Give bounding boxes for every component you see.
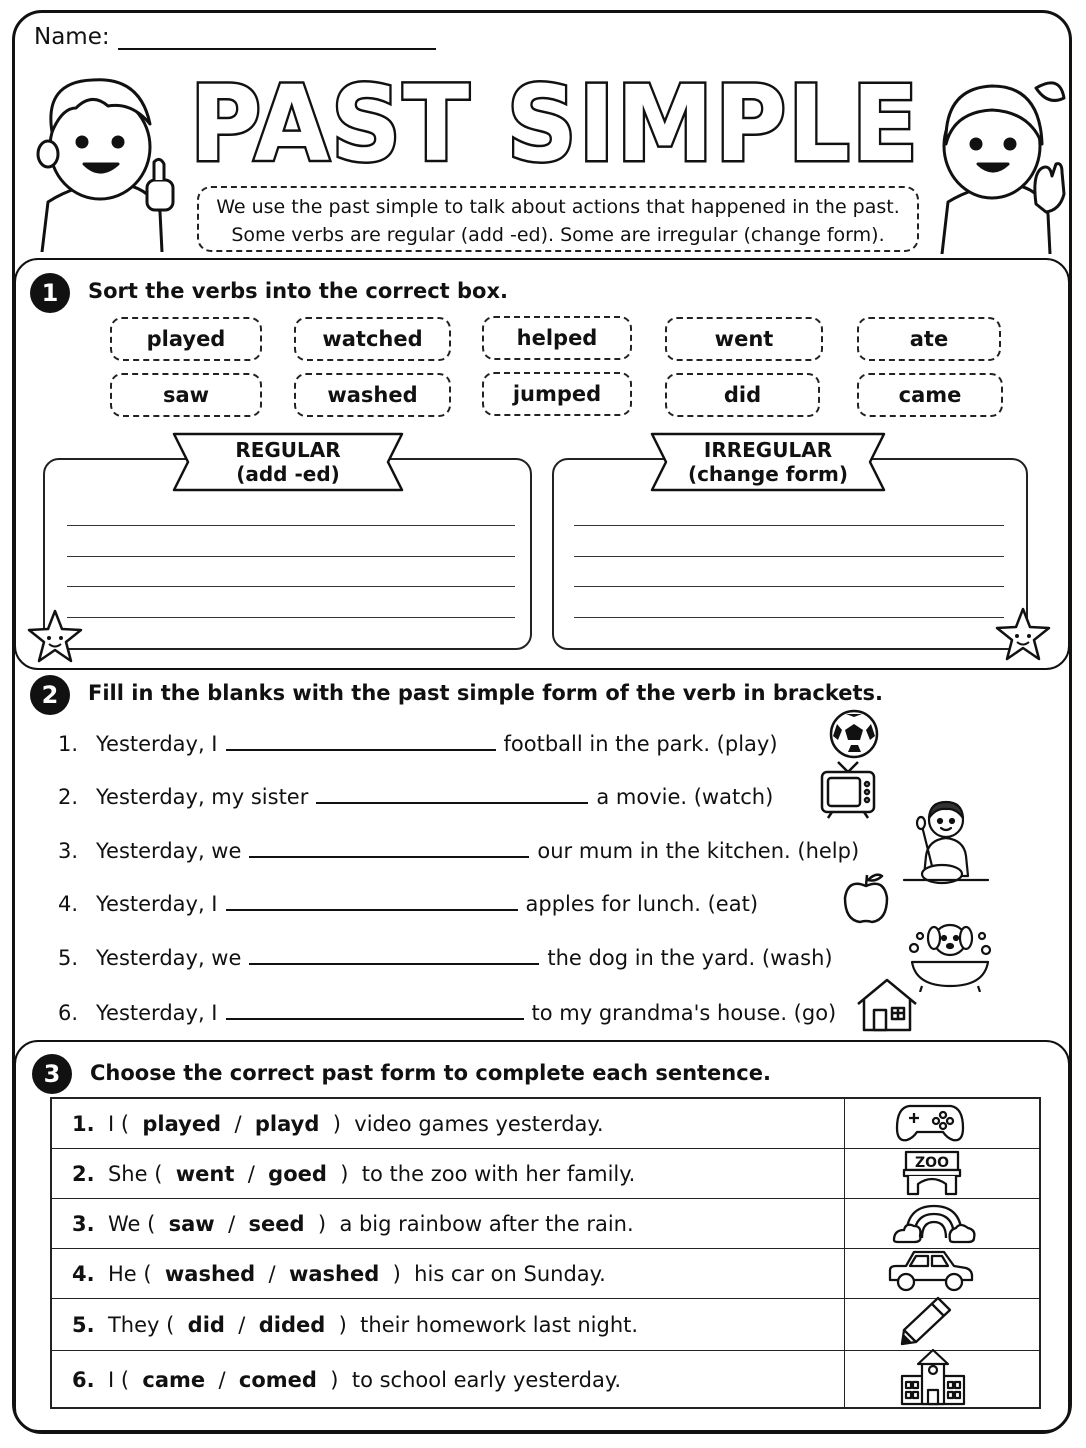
option-2[interactable]: washed [288, 1262, 380, 1286]
row-sentence: 4. He ( washed / washed ) his car on Sunday. [72, 1262, 606, 1286]
option-1[interactable]: did [187, 1313, 225, 1337]
fill-item-4 [58, 891, 758, 916]
option-2[interactable]: seed [248, 1212, 305, 1236]
row-number: 2. [72, 1162, 95, 1186]
option-2[interactable]: playd [254, 1112, 320, 1136]
answer-line[interactable] [574, 525, 1004, 526]
row-sentence: 2. She ( went / goed ) to the zoo with her family. [72, 1162, 636, 1186]
option-1[interactable]: came [142, 1368, 206, 1392]
tv-icon [818, 758, 878, 820]
table-row [52, 1149, 1039, 1199]
section-3-number: 3 [32, 1054, 72, 1094]
item-number: 2. [58, 785, 79, 809]
row-subject: She [107, 1162, 148, 1186]
row-sentence: 6. I ( came / comed ) to school early yesterday. [72, 1368, 621, 1392]
star-left-icon [26, 608, 84, 666]
row-number: 6. [72, 1368, 95, 1392]
row-subject: I [107, 1368, 115, 1392]
verb-chip[interactable]: came [857, 373, 1003, 417]
item-before: Yesterday, we [96, 839, 242, 863]
answer-line[interactable] [67, 586, 515, 587]
table-row [52, 1299, 1039, 1351]
row-subject: We [107, 1212, 141, 1236]
apple-icon [840, 870, 892, 926]
answer-blank[interactable] [226, 731, 496, 751]
boy-thumbs-up-icon [22, 62, 182, 252]
row-rest: to the zoo with her family. [361, 1162, 636, 1186]
item-before: Yesterday, I [96, 732, 218, 756]
answer-line[interactable] [574, 556, 1004, 557]
verb-chip[interactable]: did [665, 373, 820, 417]
item-number: 3. [58, 839, 79, 863]
fill-item-5 [58, 945, 833, 970]
table-row [52, 1351, 1039, 1407]
row-sentence: 3. We ( saw / seed ) a big rainbow after the rain. [72, 1212, 634, 1236]
regular-banner-text [170, 438, 406, 486]
table-row [52, 1199, 1039, 1249]
item-after: apples for lunch. (eat) [525, 892, 759, 916]
item-number: 4. [58, 892, 79, 916]
girl-waving-icon [930, 64, 1075, 254]
irregular-title: IRREGULAR [703, 438, 833, 462]
verb-chip[interactable]: washed [294, 373, 451, 417]
fill-item-6 [58, 1000, 836, 1025]
intro-box [197, 186, 919, 252]
section-1-title: Sort the verbs into the correct box. [88, 279, 509, 303]
soccer-ball-icon [828, 708, 880, 760]
row-subject: He [107, 1262, 137, 1286]
answer-blank[interactable] [249, 945, 539, 965]
rainbow-icon [892, 1200, 976, 1244]
item-number: 1. [58, 732, 79, 756]
row-rest: to school early yesterday. [351, 1368, 621, 1392]
worksheet-title [180, 60, 930, 180]
row-sentence: 5. They ( did / dided ) their homework last night. [72, 1313, 639, 1337]
verb-chip[interactable]: saw [110, 373, 262, 417]
irregular-banner-text [648, 438, 888, 486]
game-controller-icon [895, 1102, 965, 1144]
answer-blank[interactable] [316, 784, 588, 804]
item-after: a movie. (watch) [596, 785, 774, 809]
row-sentence: 1. I ( played / playd ) video games yesterday. [72, 1112, 604, 1136]
section-1-number: 1 [30, 273, 70, 313]
answer-line[interactable] [67, 556, 515, 557]
option-1[interactable]: played [142, 1112, 222, 1136]
car-icon [886, 1248, 974, 1294]
item-before: Yesterday, we [96, 946, 242, 970]
option-2[interactable]: goed [268, 1162, 327, 1186]
school-icon [898, 1346, 968, 1406]
answer-line[interactable] [574, 586, 1004, 587]
item-after: our mum in the kitchen. (help) [537, 839, 860, 863]
house-icon [854, 976, 920, 1034]
item-before: Yesterday, my sister [96, 785, 309, 809]
section-3-title: Choose the correct past form to complete each sentence. [90, 1061, 771, 1085]
answer-line[interactable] [574, 617, 1004, 618]
irregular-subtitle: (change form) [687, 462, 849, 486]
option-2[interactable]: dided [258, 1313, 326, 1337]
fill-item-3 [58, 838, 859, 863]
star-right-icon [994, 606, 1052, 664]
option-1[interactable]: saw [168, 1212, 215, 1236]
title-text: PAST SIMPLE [190, 63, 920, 180]
answer-line[interactable] [67, 617, 515, 618]
name-field[interactable] [118, 48, 436, 50]
item-before: Yesterday, I [96, 1001, 218, 1025]
table-row [52, 1099, 1039, 1149]
answer-line[interactable] [67, 525, 515, 526]
row-rest: his car on Sunday. [414, 1262, 606, 1286]
intro-line-2: Some verbs are regular (add -ed). Some are irregular (change form). [231, 224, 885, 246]
row-subject: I [107, 1112, 115, 1136]
item-number: 6. [58, 1001, 79, 1025]
row-rest: a big rainbow after the rain. [339, 1212, 634, 1236]
option-1[interactable]: washed [164, 1262, 256, 1286]
row-number: 4. [72, 1262, 95, 1286]
row-number: 3. [72, 1212, 95, 1236]
answer-blank[interactable] [226, 1000, 524, 1020]
section-2-title: Fill in the blanks with the past simple form of the verb in brackets. [88, 681, 884, 705]
option-1[interactable]: went [175, 1162, 235, 1186]
verb-chip[interactable]: played [110, 317, 262, 361]
verb-chip[interactable]: helped [482, 316, 632, 360]
section-2-number: 2 [30, 675, 70, 715]
option-2[interactable]: comed [238, 1368, 317, 1392]
zoo-icon [900, 1150, 964, 1196]
row-rest: their homework last night. [360, 1313, 639, 1337]
item-after: the dog in the yard. (wash) [547, 946, 833, 970]
row-number: 1. [72, 1112, 95, 1136]
item-after: to my grandma's house. (go) [531, 1001, 837, 1025]
verb-chip[interactable]: watched [294, 317, 451, 361]
verb-chip[interactable]: jumped [482, 372, 632, 416]
pencil-icon [898, 1296, 952, 1346]
answer-blank[interactable] [249, 838, 529, 858]
row-rest: video games yesterday. [354, 1112, 604, 1136]
name-label: Name: [34, 24, 110, 50]
zoo-sign-text: ZOO [915, 1155, 949, 1171]
item-after: football in the park. (play) [503, 732, 778, 756]
girl-cooking-icon [900, 796, 992, 892]
verb-chip[interactable]: ate [857, 317, 1001, 361]
row-subject: They [107, 1313, 160, 1337]
item-before: Yesterday, I [96, 892, 218, 916]
fill-item-2 [58, 784, 773, 809]
intro-line-1: We use the past simple to talk about actions that happened in the past. [216, 196, 900, 218]
fill-item-1 [58, 731, 778, 756]
verb-chip[interactable]: went [665, 317, 823, 361]
answer-blank[interactable] [226, 891, 518, 911]
regular-subtitle: (add -ed) [236, 462, 340, 486]
item-number: 5. [58, 946, 79, 970]
row-number: 5. [72, 1313, 95, 1337]
regular-title: REGULAR [235, 438, 341, 462]
